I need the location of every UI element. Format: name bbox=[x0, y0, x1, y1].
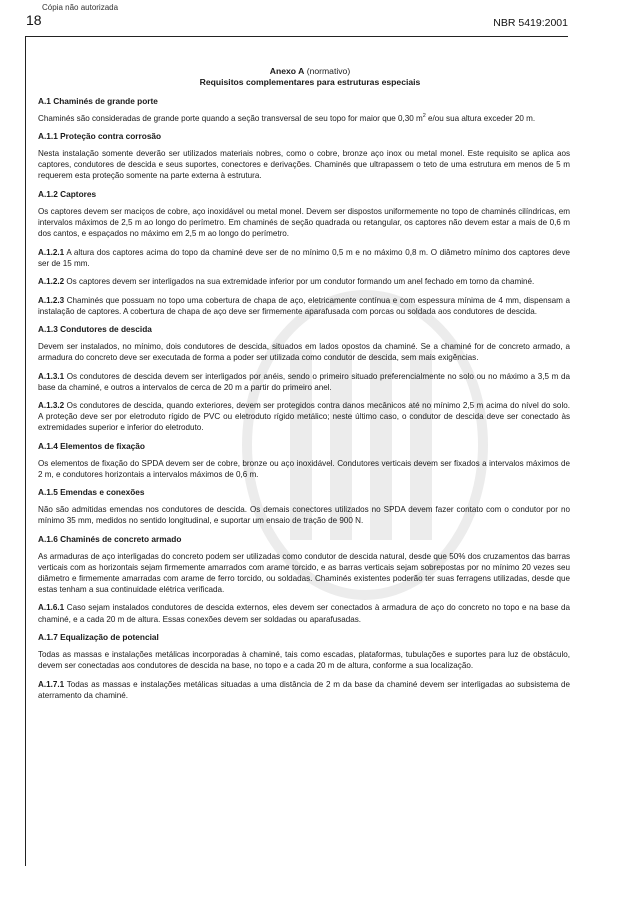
clause-number: A.1.6.1 bbox=[38, 603, 65, 613]
section-heading-a13: A.1.3 Condutores de descida bbox=[38, 324, 152, 335]
clause-number: A.1.3.2 bbox=[38, 401, 65, 411]
header-rule bbox=[25, 36, 568, 37]
clause-a123 bbox=[38, 295, 570, 317]
clause-a132 bbox=[38, 400, 570, 433]
clause-number: A.1.2.1 bbox=[38, 247, 65, 257]
paragraph-a1 bbox=[38, 113, 570, 124]
clause-a122 bbox=[38, 276, 570, 287]
clause-a121 bbox=[38, 247, 570, 269]
annex-label: Anexo A bbox=[269, 66, 305, 76]
copy-notice: Cópia não autorizada bbox=[42, 3, 119, 12]
section-heading-a14: A.1.4 Elementos de fixação bbox=[38, 440, 145, 451]
paragraph-a12: Os captores devem ser maciços de cobre, aço inoxidável ou metal monel. Devem ser dispostos uniformemente no topo de chaminés cilíndricas, em intervalos máximos de 2,5 m ao longo do perímetro. Em chaminés de seção quadrada ou retangular, os captores não devem estar a mais de 0,6 m dos cantos, e espaçados no máximo em 2,5 m ao longo do perímetro. bbox=[38, 206, 570, 239]
clause-number: A.1.3.1 bbox=[38, 371, 65, 381]
clause-text: Os captores devem ser interligados na sua extremidade inferior por um condutor formando um anel fechado em torno da chaminé. bbox=[64, 277, 535, 287]
clause-number: A.1.7.1 bbox=[38, 679, 65, 689]
clause-text: Os condutores de descida devem ser interligados por anéis, sendo o primeiro situado preferencialmente no solo ou no máximo a 3,5 m da base da chaminé, e outros a intervalos de cerca de 20 m a partir do primeiro anel. bbox=[38, 371, 570, 392]
section-heading-a15: A.1.5 Emendas e conexões bbox=[38, 487, 145, 498]
left-margin-rule bbox=[25, 36, 26, 866]
section-heading-a16: A.1.6 Chaminés de concreto armado bbox=[38, 533, 182, 544]
clause-text: Chaminés que possuam no topo uma cobertura de chapa de aço, eletricamente contínua e com espessura mínima de 4 mm, dispensam a instalação de captores. A cobertura de chapa de aço deve ser firmemente aparafusada com porcas ou soldada aos condutores de descida. bbox=[38, 295, 570, 316]
section-heading-a11: A.1.1 Proteção contra corrosão bbox=[38, 131, 162, 142]
clause-text: Caso sejam instalados condutores de descida externos, eles devem ser conectados à armadura de aço do concreto no topo e na base da chaminé, e a cada 20 m de altura. Essas conexões devem ser soldadas ou aparafusadas. bbox=[38, 603, 570, 624]
clause-number: A.1.2.2 bbox=[38, 277, 65, 287]
clause-text: A altura dos captores acima do topo da chaminé deve ser de no mínimo 0,5 m e no máximo 0,8 m. O diâmetro mínimo dos captores deve ser de 15 mm. bbox=[38, 247, 570, 268]
clause-a161 bbox=[38, 602, 570, 624]
paragraph-a11: Nesta instalação somente deverão ser utilizados materiais nobres, como o cobre, bronze aço inox ou metal monel. Este requisito se aplica aos captores, condutores de descida e seus suportes, conectores e derivações. Chaminés que ultrapassem o teto de uma estrutura em menos de 5 m requerem esta proteção somente na parte externa à estrutura. bbox=[38, 149, 570, 181]
paragraph-a13: Devem ser instalados, no mínimo, dois condutores de descida, situados em lados opostos da chaminé. Se a chaminé for de concreto armado, a armadura do concreto deve ser executada de forma a poder ser utilizada como condutor de descida, sem mais exigências. bbox=[38, 342, 570, 363]
superscript-squared: 2 bbox=[422, 112, 426, 119]
clause-number: A.1.2.3 bbox=[38, 295, 65, 305]
annex-qualifier: (normativo) bbox=[306, 66, 351, 76]
section-heading-a12: A.1.2 Captores bbox=[38, 188, 97, 199]
page-number: 18 bbox=[26, 12, 42, 28]
clause-a131 bbox=[38, 371, 570, 393]
paragraph-a17: Todas as massas e instalações metálicas incorporadas à chaminé, tais como escadas, plataformas, tubulações e suportes para luz de obstáculo, devem ser conectadas aos condutores de descida na base, no topo e a cada 20 m de altura, conforme a sua localização. bbox=[38, 649, 570, 671]
annex-title bbox=[0, 66, 620, 88]
paragraph-a1-text: Chaminés são consideradas de grande porte quando a seção transversal de seu topo for maior que 0,30 m bbox=[38, 113, 423, 123]
annex-heading: Requisitos complementares para estruturas especiais bbox=[199, 77, 421, 87]
section-heading-a17: A.1.7 Equalização de potencial bbox=[38, 632, 159, 643]
norm-reference: NBR 5419:2001 bbox=[493, 17, 568, 29]
paragraph-a16: As armaduras de aço interligadas do concreto podem ser utilizadas como condutor de descida natural, desde que 50% dos cruzamentos das barras verticais com as horizontais sejam firmemente amarrados com arame torcido, e as barras verticais sejam sobrepostas por no mínimo 20 vezes seu diâmetro e firmemente amarradas com arame de ferro torcido, ou soldadas. Chaminés existentes poderão ter suas ferragens utilizadas, desde que estas tenham a sua continuidade elétrica verificada. bbox=[38, 551, 570, 594]
section-heading-a1: A.1 Chaminés de grande porte bbox=[38, 96, 158, 106]
clause-text: Os condutores de descida, quando exteriores, devem ser protegidos contra danos mecânicos até no mínimo 2,5 m acima do nível do solo. A proteção deve ser por eletroduto rígido de PVC ou eletroduto rígido metálico; neste último caso, o condutor de descida deve ser conectado às extremidades superior e inferior do eletroduto. bbox=[38, 401, 570, 433]
paragraph-a14: Os elementos de fixação do SPDA devem ser de cobre, bronze ou aço inoxidável. Condutores verticais devem ser fixados a intervalos máximos de 2 m, e condutores horizontais a intervalos máximos de 0,6 m. bbox=[38, 458, 570, 479]
clause-text: Todas as massas e instalações metálicas situadas a uma distância de 2 m da base da chaminé devem ser interligadas ao subsistema de aterramento da chaminé. bbox=[38, 679, 570, 700]
annex-label-line bbox=[0, 66, 620, 77]
paragraph-a15: Não são admitidas emendas nos condutores de descida. Os demais conectores utilizados no SPDA devem fazer contato com o condutor por no mínimo 35 mm, medidos no sentido longitudinal, e suportar um ensaio de tração de 900 N. bbox=[38, 505, 570, 526]
document-body bbox=[38, 96, 570, 708]
paragraph-a1-text-end: e/ou sua altura exceder 20 m. bbox=[425, 113, 536, 123]
clause-a171 bbox=[38, 679, 570, 701]
